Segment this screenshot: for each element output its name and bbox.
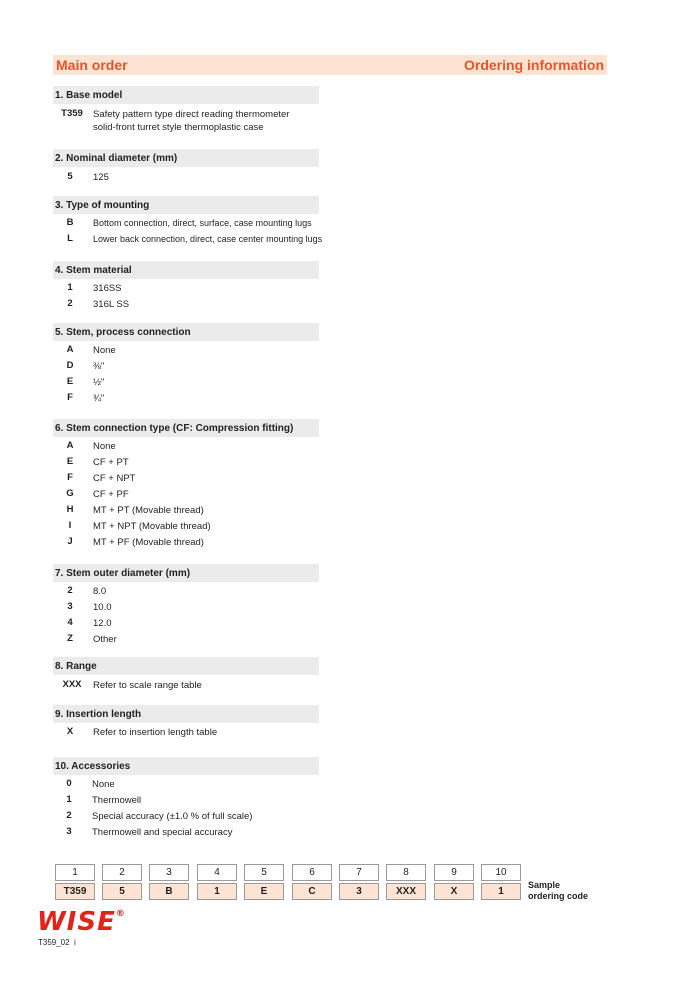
option-code: A: [66, 344, 74, 355]
section-stem-outer-diameter: 7. Stem outer diameter (mm): [53, 564, 319, 582]
option-row: [55, 601, 112, 614]
option-code: J: [67, 536, 73, 547]
value-cell: B: [149, 883, 189, 900]
option-code: 2: [66, 810, 72, 821]
option-row: [57, 679, 202, 692]
position-cell: 1: [55, 864, 95, 881]
option-code: 5: [67, 171, 73, 182]
option-row: [55, 488, 129, 501]
option-code: Z: [67, 633, 73, 644]
option-code: 3: [66, 826, 72, 837]
option-row: [57, 108, 289, 134]
option-desc: MT + PT (Movable thread): [93, 505, 204, 516]
value-cell: 5: [102, 883, 142, 900]
option-desc: ¾": [93, 393, 105, 404]
section-insertion-length: 9. Insertion length: [53, 705, 319, 723]
option-code: H: [66, 504, 74, 515]
position-cell: 9: [434, 864, 474, 881]
section-stem-material: 4. Stem material: [53, 261, 319, 279]
section-process-connection: 5. Stem, process connection: [53, 323, 319, 341]
option-row: [55, 360, 104, 373]
header-ordering-information: Ordering information: [464, 57, 604, 73]
document-reference: T359_02 i: [38, 938, 76, 947]
option-code: B: [66, 217, 74, 228]
option-row: [55, 282, 122, 295]
option-code: E: [66, 376, 74, 387]
value-cell: E: [244, 883, 284, 900]
option-code: L: [67, 233, 73, 244]
option-code: XXX: [62, 679, 82, 690]
option-desc: CF + NPT: [93, 473, 136, 484]
option-desc: CF + PT: [93, 457, 129, 468]
option-row: [55, 726, 217, 739]
position-cell: 8: [386, 864, 426, 881]
option-row: [55, 233, 322, 246]
option-desc: Bottom connection, direct, surface, case mounting lugs: [93, 218, 312, 228]
option-code: 4: [67, 617, 73, 628]
option-desc: None: [93, 441, 116, 452]
option-row: [55, 633, 117, 646]
option-desc: 12.0: [93, 618, 112, 629]
section-base-model: 1. Base model: [53, 86, 319, 104]
position-cell: 6: [292, 864, 332, 881]
option-desc: 316SS: [93, 283, 122, 294]
option-desc: 316L SS: [93, 299, 130, 310]
section-accessories: 10. Accessories: [53, 757, 319, 775]
option-desc: Refer to insertion length table: [93, 727, 218, 738]
option-row: [55, 520, 211, 533]
section-range: 8. Range: [53, 657, 319, 675]
option-code: 2: [67, 585, 73, 596]
option-row: [55, 344, 116, 357]
option-row: [55, 456, 129, 469]
option-desc: MT + PF (Movable thread): [93, 537, 204, 548]
option-desc: Thermowell and special accuracy: [92, 827, 233, 838]
option-code: F: [67, 472, 73, 483]
option-desc: CF + PF: [93, 489, 129, 500]
option-code: X: [66, 726, 74, 737]
option-desc: Other: [93, 634, 117, 645]
section-type-of-mounting: 3. Type of mounting: [53, 196, 319, 214]
option-code: 1: [66, 794, 72, 805]
option-code: A: [66, 440, 74, 451]
option-code: T359: [61, 108, 83, 119]
option-desc: Refer to scale range table: [93, 680, 202, 691]
value-cell: 3: [339, 883, 379, 900]
position-cell: 2: [102, 864, 142, 881]
option-code: E: [66, 456, 74, 467]
option-row: [55, 298, 129, 311]
option-desc: 125: [93, 172, 109, 183]
option-desc: Safety pattern type direct reading thermometer solid-front turret style thermoplastic case: [93, 109, 290, 133]
position-cell: 7: [339, 864, 379, 881]
option-row: [55, 217, 312, 230]
registered-mark: ®: [115, 909, 126, 919]
option-row: [55, 617, 112, 630]
option-desc: None: [93, 345, 116, 356]
section-nominal-diameter: 2. Nominal diameter (mm): [53, 149, 319, 167]
header-main-order: Main order: [56, 57, 128, 73]
position-cell: 3: [149, 864, 189, 881]
option-code: I: [68, 520, 72, 531]
option-desc: 10.0: [93, 602, 112, 613]
option-row: [55, 536, 204, 549]
option-row: [55, 472, 136, 485]
option-row: [55, 440, 116, 453]
option-row: [55, 392, 104, 405]
option-desc: 8.0: [93, 586, 107, 597]
position-cell: 10: [481, 864, 521, 881]
option-code: D: [66, 360, 74, 371]
option-desc: ½": [93, 377, 105, 388]
position-cell: 4: [197, 864, 237, 881]
option-desc: ⅜": [93, 361, 105, 372]
sample-ordering-code-label: Sample ordering code: [528, 880, 589, 901]
option-row: [55, 171, 109, 184]
option-desc: Lower back connection, direct, case center mounting lugs: [93, 234, 323, 244]
option-row: [55, 585, 106, 598]
option-desc: MT + NPT (Movable thread): [93, 521, 211, 532]
option-code: 3: [67, 601, 73, 612]
option-row: [54, 826, 232, 839]
option-code: 0: [66, 778, 72, 789]
option-row: [54, 810, 252, 823]
option-code: F: [67, 392, 73, 403]
option-row: [55, 376, 104, 389]
option-row: [54, 778, 115, 791]
option-code: 1: [67, 282, 73, 293]
option-row: [54, 794, 141, 807]
option-desc: Thermowell: [92, 795, 142, 806]
option-code: 2: [67, 298, 73, 309]
value-cell: XXX: [386, 883, 426, 900]
value-cell: T359: [55, 883, 95, 900]
value-cell: 1: [197, 883, 237, 900]
header-bar: [53, 55, 607, 75]
wise-logo: [37, 907, 126, 937]
option-desc: None: [92, 779, 115, 790]
option-code: G: [66, 488, 74, 499]
value-cell: C: [292, 883, 332, 900]
option-desc: Special accuracy (±1.0 % of full scale): [92, 811, 253, 822]
value-cell: 1: [481, 883, 521, 900]
option-row: [55, 504, 204, 517]
logo-text: WISE: [37, 907, 116, 937]
section-stem-connection-type: 6. Stem connection type (CF: Compression fitting): [53, 419, 319, 437]
position-cell: 5: [244, 864, 284, 881]
value-cell: X: [434, 883, 474, 900]
